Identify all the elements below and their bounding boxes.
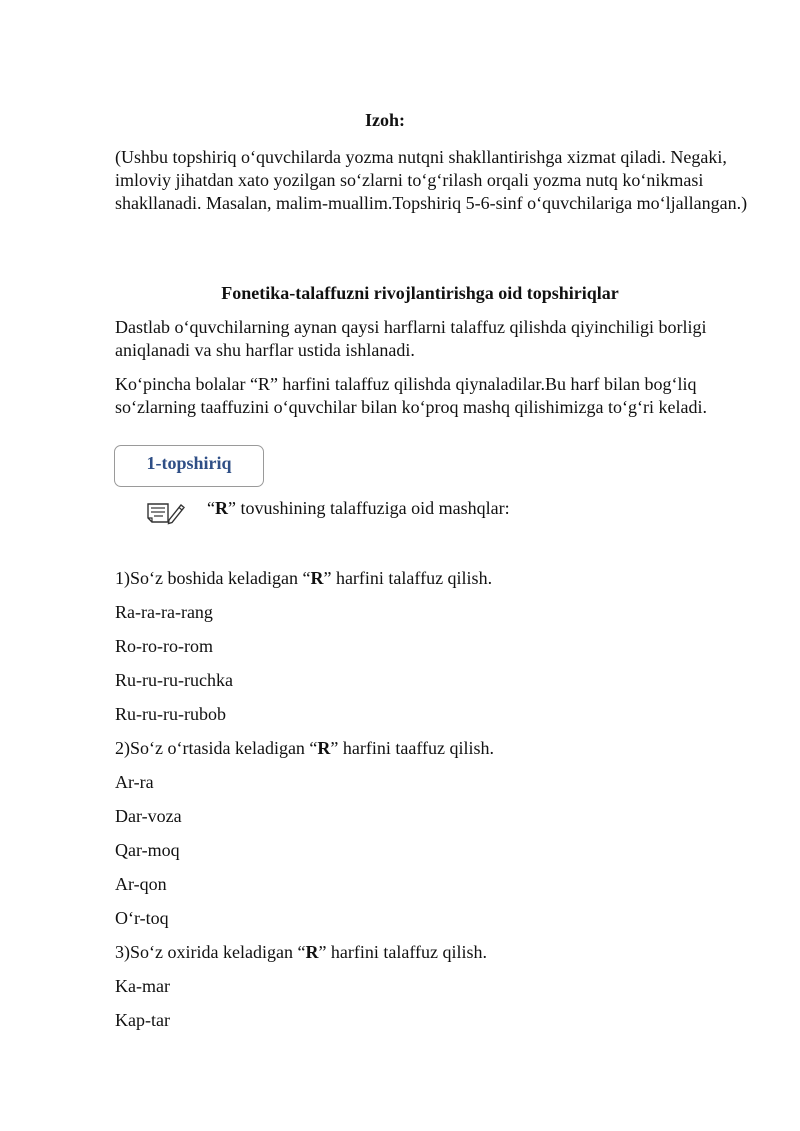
part-3-heading: 3)So‘z oxirida keladigan “R” harfini talaffuz qilish. (115, 942, 488, 962)
exercise-title: “R” tovushining talaffuziga oid mashqlar: (207, 498, 510, 518)
section-heading: Fonetika-talaffuzni rivojlantirishga oid topshiriqlar (221, 283, 619, 303)
list-item: Dar-voza (115, 806, 182, 826)
list-item: Ru-ru-ru-rubob (115, 704, 226, 724)
list-item: Ra-ra-ra-rang (115, 602, 213, 622)
part-1-heading: 1)So‘z boshida keladigan “R” harfini talaffuz qilish. (115, 568, 493, 588)
pencil-notepad-icon (146, 500, 186, 526)
list-item: Ka-mar (115, 976, 170, 996)
izoh-paragraph: (Ushbu topshiriq o‘quvchilarda yozma nutqni shakllantirishga xizmat qiladi. Negaki, imloviy jihatdan xato yozilgan so‘zlarni to‘g‘rilash orqali yozma nutq ko‘nikmasi shakllanadi. Masalan, malim-muallim.Topshiriq 5-6-sinf o‘quvchilariga mo‘ljallangan.) (115, 147, 748, 213)
list-item: O‘r-toq (115, 908, 169, 928)
task-label: 1-topshiriq (146, 452, 232, 473)
list-item: Ru-ru-ru-ruchka (115, 670, 233, 690)
list-item: Ar-ra (115, 772, 154, 792)
list-item: Qar-moq (115, 840, 180, 860)
list-item: Ar-qon (115, 874, 167, 894)
list-item: Kap-tar (115, 1010, 170, 1030)
izoh-heading: Izoh: (365, 110, 405, 130)
task-label-box (114, 445, 264, 487)
intro-paragraph-1: Dastlab o‘quvchilarning aynan qaysi harflarni talaffuz qilishda qiyinchiligi borligi aniqlanadi va shu harflar ustida ishlanadi. (115, 317, 707, 360)
part-2-heading: 2)So‘z o‘rtasida keladigan “R” harfini taaffuz qilish. (115, 738, 495, 758)
list-item: Ro-ro-ro-rom (115, 636, 213, 656)
intro-paragraph-2: Ko‘pincha bolalar “R” harfini talaffuz qilishda qiynaladilar.Bu harf bilan bog‘liq so‘zlarning taaffuzini o‘quvchilar bilan ko‘proq mashq qilishimizga to‘g‘ri keladi. (115, 374, 708, 417)
